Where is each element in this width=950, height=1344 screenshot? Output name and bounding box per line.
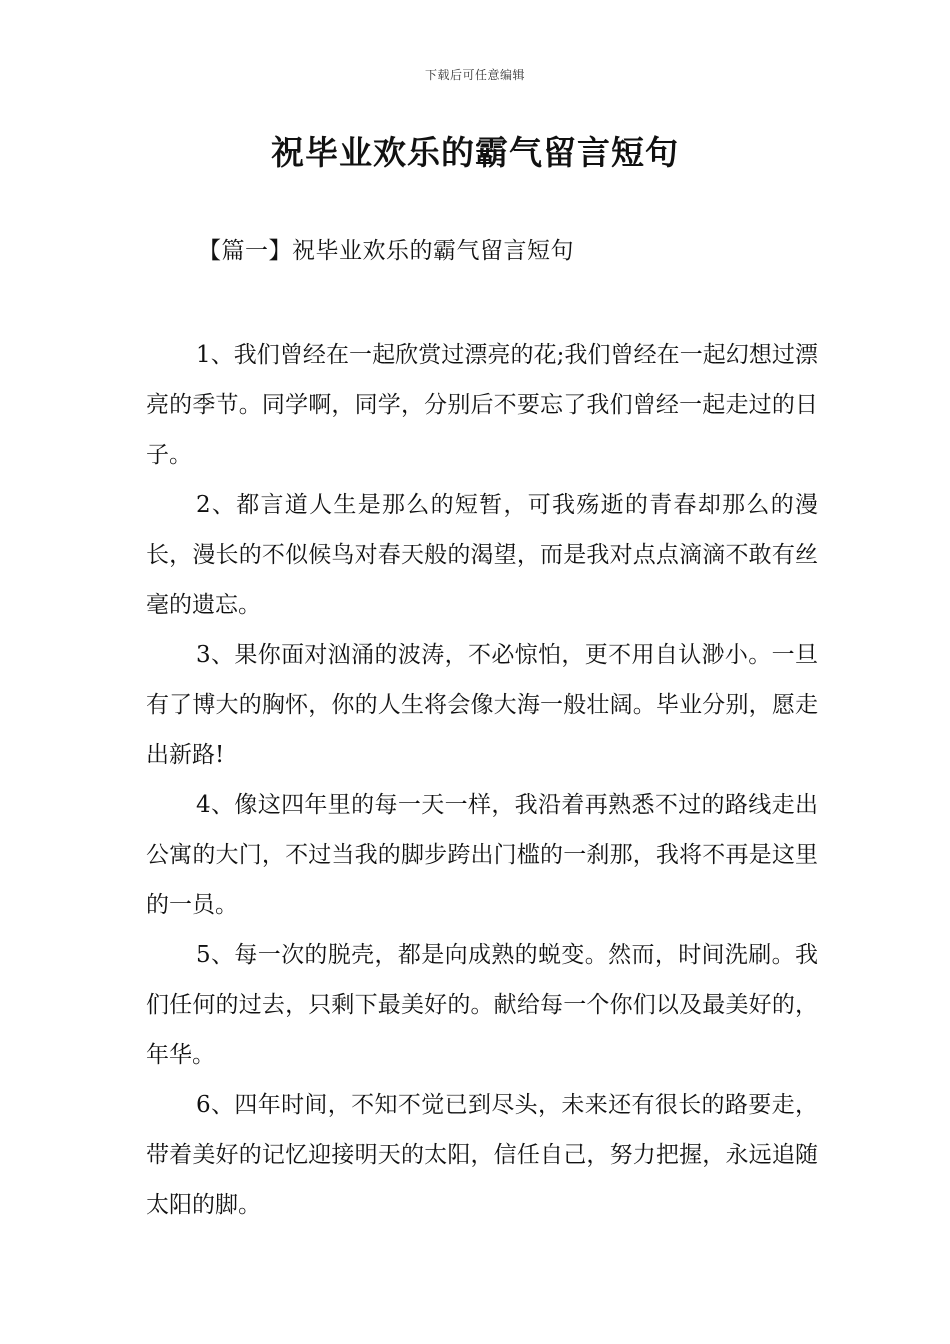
paragraph-4: 4、像这四年里的每一天一样，我沿着再熟悉不过的路线走出公寓的大门，不过当我的脚步跨出门槛的一刹那，我将不再是这里的一员。: [146, 792, 818, 918]
paragraph-1: 1、我们曾经在一起欣赏过漂亮的花;我们曾经在一起幻想过漂亮的季节。同学啊，同学，分别后不要忘了我们曾经一起走过的日子。: [146, 342, 818, 468]
paragraph-3: 3、果你面对汹涌的波涛，不必惊怕，更不用自认渺小。一旦有了博大的胸怀，你的人生将会像大海一般壮阔。毕业分别，愿走出新路!: [146, 642, 818, 768]
document-body: [146, 330, 818, 1230]
paragraph-6: 6、四年时间，不知不觉已到尽头，未来还有很长的路要走，带着美好的记忆迎接明天的太阳，信任自己，努力把握，永远追随太阳的脚。: [146, 1092, 818, 1218]
header-note: 下载后可任意编辑: [424, 68, 525, 82]
section-heading: 【篇一】祝毕业欢乐的霸气留言短句: [198, 238, 574, 264]
paragraph-2: 2、都言道人生是那么的短暂，可我殇逝的青春却那么的漫长，漫长的不似候鸟对春天般的渴望，而是我对点点滴滴不敢有丝毫的遗忘。: [146, 492, 818, 618]
document-title: 祝毕业欢乐的霸气留言短句: [271, 133, 679, 172]
paragraph-5: 5、每一次的脱壳，都是向成熟的蜕变。然而，时间洗刷。我们任何的过去，只剩下最美好的。献给每一个你们以及最美好的，年华。: [146, 942, 818, 1068]
